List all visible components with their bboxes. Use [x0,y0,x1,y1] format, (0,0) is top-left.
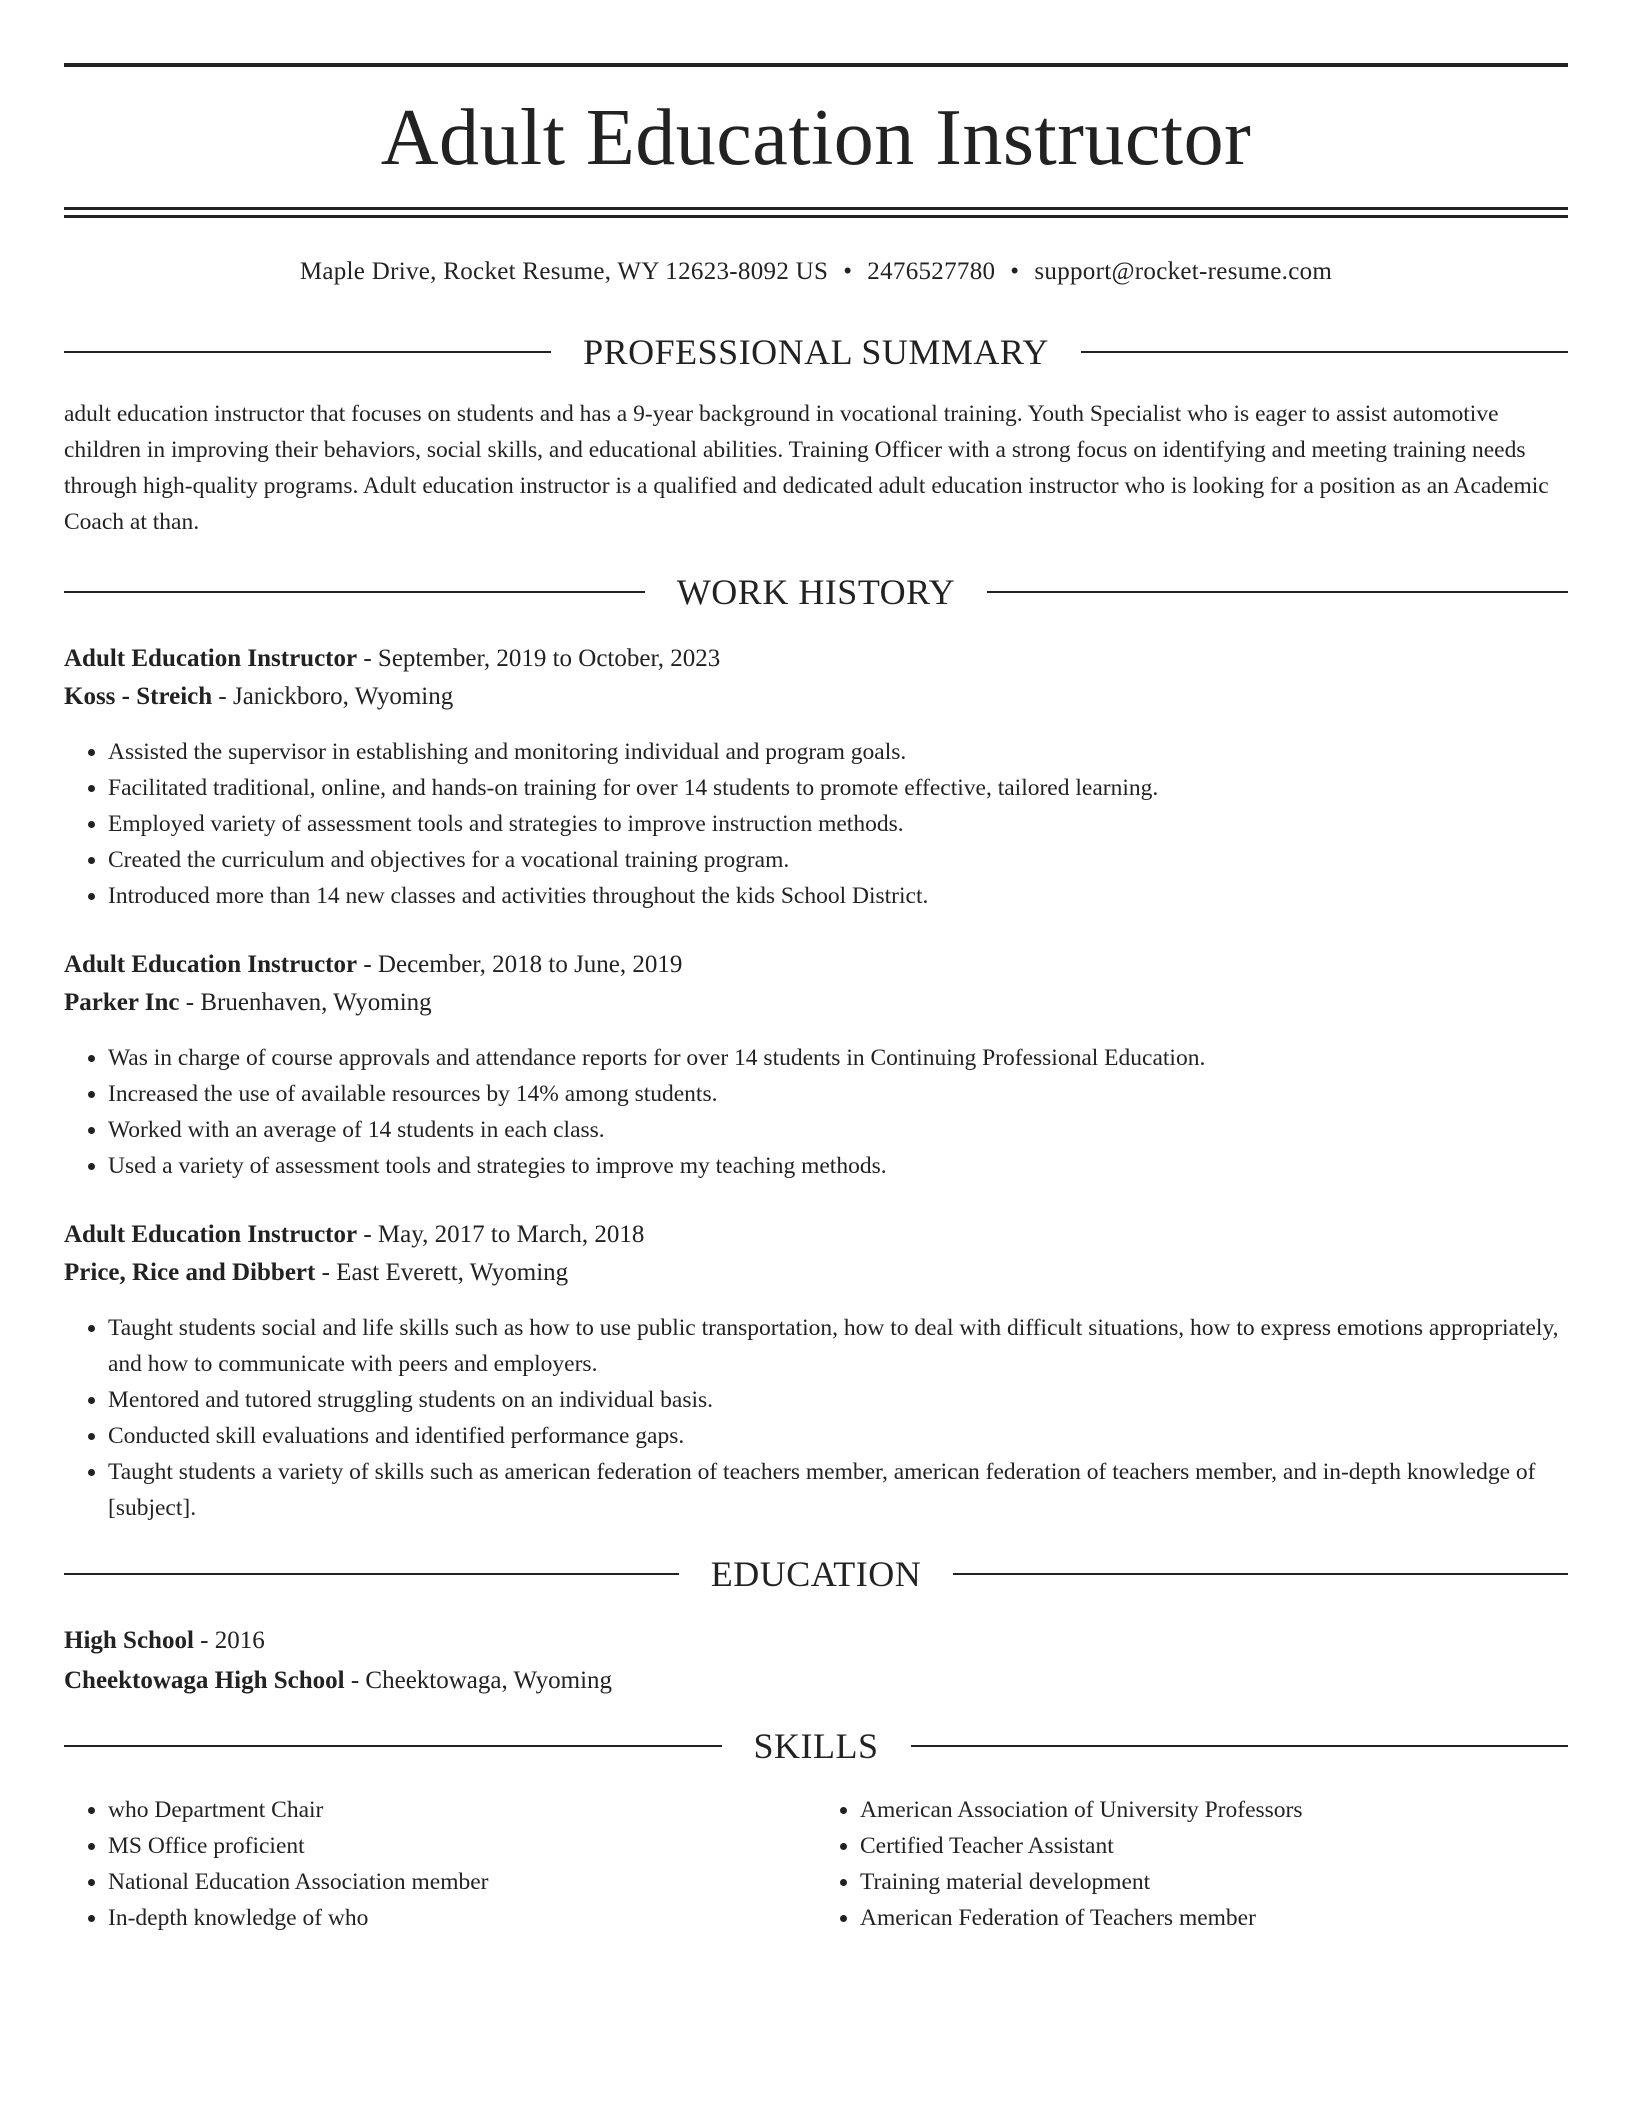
skill-item: • In-depth knowledge of who [108,1900,816,1936]
list-item: • Employed variety of assessment tools and strategies to improve instruction methods. [108,806,1568,842]
heading-rule [953,1573,1568,1575]
heading-rule [987,591,1568,593]
contact-phone: 2476527780 [867,258,996,285]
summary-paragraph: adult education instructor that focuses on students and has a 9-year background in vocational training. Youth Specialist who is eager to assist automotive children in improving their behaviors, social skills, and educational abilities. Training Officer with a strong focus on identifying and meeting training needs through high-quality programs. Adult education instructor is a qualified and dedicated adult education instructor who is looking for a position as an Academic Coach at than. [64,401,1549,535]
education-location: - Cheektowaga, Wyoming [344,1667,613,1694]
job-title: Adult Education Instructor [64,645,358,672]
list-item: • Taught students social and life skills such as how to use public transportation, how to deal with difficult situations, how to express emotions appropriately, and how to communicate with peers and employers. [108,1310,1568,1382]
skill-item: • National Education Association member [108,1864,816,1900]
candidate-name: Adult Education Instructor [380,94,1252,182]
contact-separator: • [843,258,853,285]
section-heading-work-history [64,568,1568,616]
heading-rule [64,591,645,593]
list-item: • Assisted the supervisor in establishing and monitoring individual and program goals. [108,734,1568,770]
list-item: • Introduced more than 14 new classes and activities throughout the kids School District. [108,878,1568,914]
section-title: SKILLS [753,1726,879,1766]
contact-line [64,252,1568,292]
heading-rule [64,351,551,353]
education-degree-line [64,1622,1568,1660]
contact-address: Maple Drive, Rocket Resume, WY 12623-8092 US [299,258,829,285]
list-item: • Increased the use of available resources by 14% among students. [108,1076,1568,1112]
section-heading-summary [64,328,1568,376]
job-dates: - December, 2018 to June, 2019 [357,951,683,978]
skills-grid [64,1792,1568,1936]
section-heading-education [64,1550,1568,1598]
job-location: - Bruenhaven, Wyoming [179,989,432,1016]
section-title: WORK HISTORY [676,572,956,612]
heading-rule [911,1745,1569,1747]
education-school-line [64,1662,1568,1700]
job-dates: - May, 2017 to March, 2018 [357,1221,645,1248]
contact-email: support@rocket-resume.com [1034,258,1333,285]
section-title: EDUCATION [710,1554,922,1594]
education-degree: High School [64,1627,194,1654]
list-item: • Mentored and tutored struggling students on an individual basis. [108,1382,1568,1418]
job-company: Price, Rice and Dibbert [64,1259,316,1286]
job-location: - East Everett, Wyoming [315,1259,569,1286]
job-bullets [64,734,1568,914]
section-heading-skills [64,1722,1568,1770]
list-item: • Facilitated traditional, online, and hands-on training for over 14 students to promote effective, tailored learning. [108,770,1568,806]
job-location: - Janickboro, Wyoming [212,683,454,710]
skill-item: • who Department Chair [108,1792,816,1828]
job-title-line [64,1216,1568,1254]
skill-item: • MS Office proficient [108,1828,816,1864]
list-item: • Created the curriculum and objectives for a vocational training program. [108,842,1568,878]
list-item: • Used a variety of assessment tools and strategies to improve my teaching methods. [108,1148,1568,1184]
heading-rule [64,1573,679,1575]
job-bullets [64,1040,1568,1184]
job-company: Koss - Streich [64,683,213,710]
skills-column-right [816,1792,1568,1936]
job-company-line [64,984,1568,1022]
job-title-line [64,640,1568,678]
list-item: • Conducted skill evaluations and identified performance gaps. [108,1418,1568,1454]
education-school: Cheektowaga High School [64,1667,345,1694]
skills-column-left [64,1792,816,1936]
job-title-line [64,946,1568,984]
job-company: Parker Inc [64,989,180,1016]
job-title: Adult Education Instructor [64,951,358,978]
header-top-rule [64,63,1568,67]
header-double-rule-lower [64,215,1568,218]
job-title: Adult Education Instructor [64,1221,358,1248]
skill-item: • Training material development [860,1864,1568,1900]
heading-rule [1081,351,1568,353]
job-company-line [64,1254,1568,1292]
job-company-line [64,678,1568,716]
list-item: • Taught students a variety of skills such as american federation of teachers member, american federation of teachers member, and in-depth knowledge of [subject]. [108,1454,1568,1526]
contact-separator: • [1010,258,1020,285]
heading-rule [64,1745,722,1747]
job-bullets [64,1310,1568,1526]
header-double-rule-upper [64,207,1568,210]
skill-item: • Certified Teacher Assistant [860,1828,1568,1864]
education-year: - 2016 [193,1627,265,1654]
section-title: PROFESSIONAL SUMMARY [583,332,1049,372]
list-item: • Was in charge of course approvals and attendance reports for over 14 students in Continuing Professional Education. [108,1040,1568,1076]
list-item: • Worked with an average of 14 students in each class. [108,1112,1568,1148]
skill-item: • American Federation of Teachers member [860,1900,1568,1936]
skill-item: • American Association of University Professors [860,1792,1568,1828]
job-dates: - September, 2019 to October, 2023 [357,645,721,672]
